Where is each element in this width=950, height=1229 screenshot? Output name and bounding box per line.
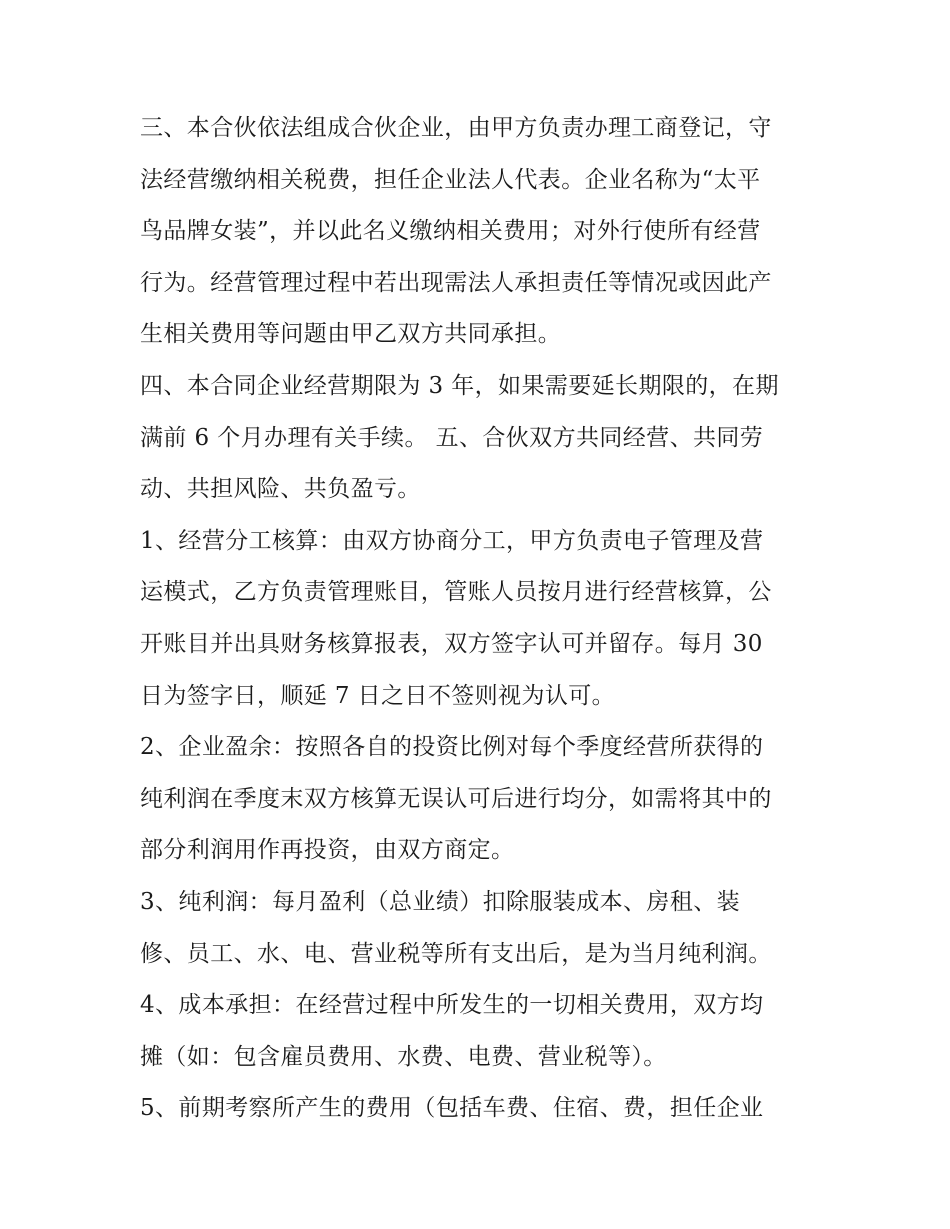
body-line: 三、本合伙依法组成合伙企业，由甲方负责办理工商登记，守 [140, 115, 772, 141]
body-line: 满前 6 个月办理有关手续。 五、合伙双方共同经营、共同劳 [140, 424, 764, 451]
body-line: 动、共担风险、共负盈亏。 [140, 476, 421, 503]
body-line: 1、经营分工核算：由双方协商分工，甲方负责电子管理及营 [140, 527, 764, 554]
body-line: 3、纯利润：每月盈利（总业绩）扣除服装成本、房租、装 [140, 888, 741, 915]
body-line: 行为。经营管理过程中若出现需法人承担责任等情况或因此产 [140, 269, 772, 296]
body-line: 生相关费用等问题由甲乙双方共同承担。 [140, 321, 562, 348]
body-line: 摊（如：包含雇员费用、水费、电费、营业税等）。 [140, 1043, 667, 1070]
document-body [140, 103, 820, 1135]
body-line: 四、本合同企业经营期限为 3 年，如果需要延长期限的，在期 [140, 372, 779, 399]
body-line: 法经营缴纳相关税费，担任企业法人代表。企业名称为“太平 [140, 166, 761, 193]
body-line: 部分利润用作再投资，由双方商定。 [140, 837, 515, 864]
body-line: 鸟品牌女装”，并以此名义缴纳相关费用；对外行使所有经营 [140, 218, 761, 245]
body-line: 运模式，乙方负责管理账目，管账人员按月进行经营核算，公 [140, 579, 772, 606]
body-line: 2、企业盈余：按照各自的投资比例对每个季度经营所获得的 [140, 734, 764, 761]
body-line: 5、前期考察所产生的费用（包括车费、住宿、费，担任企业 [140, 1095, 764, 1122]
body-line: 4、成本承担：在经营过程中所发生的一切相关费用，双方均 [140, 992, 764, 1019]
body-line: 开账目并出具财务核算报表，双方签字认可并留存。每月 30 [140, 630, 763, 657]
body-line: 修、员工、水、电、营业税等所有支出后，是为当月纯利润。 [140, 940, 772, 967]
body-line: 纯利润在季度末双方核算无误认可后进行均分，如需将其中的 [140, 785, 772, 812]
body-line: 日为签字日，顺延 7 日之日不签则视为认可。 [140, 682, 616, 709]
